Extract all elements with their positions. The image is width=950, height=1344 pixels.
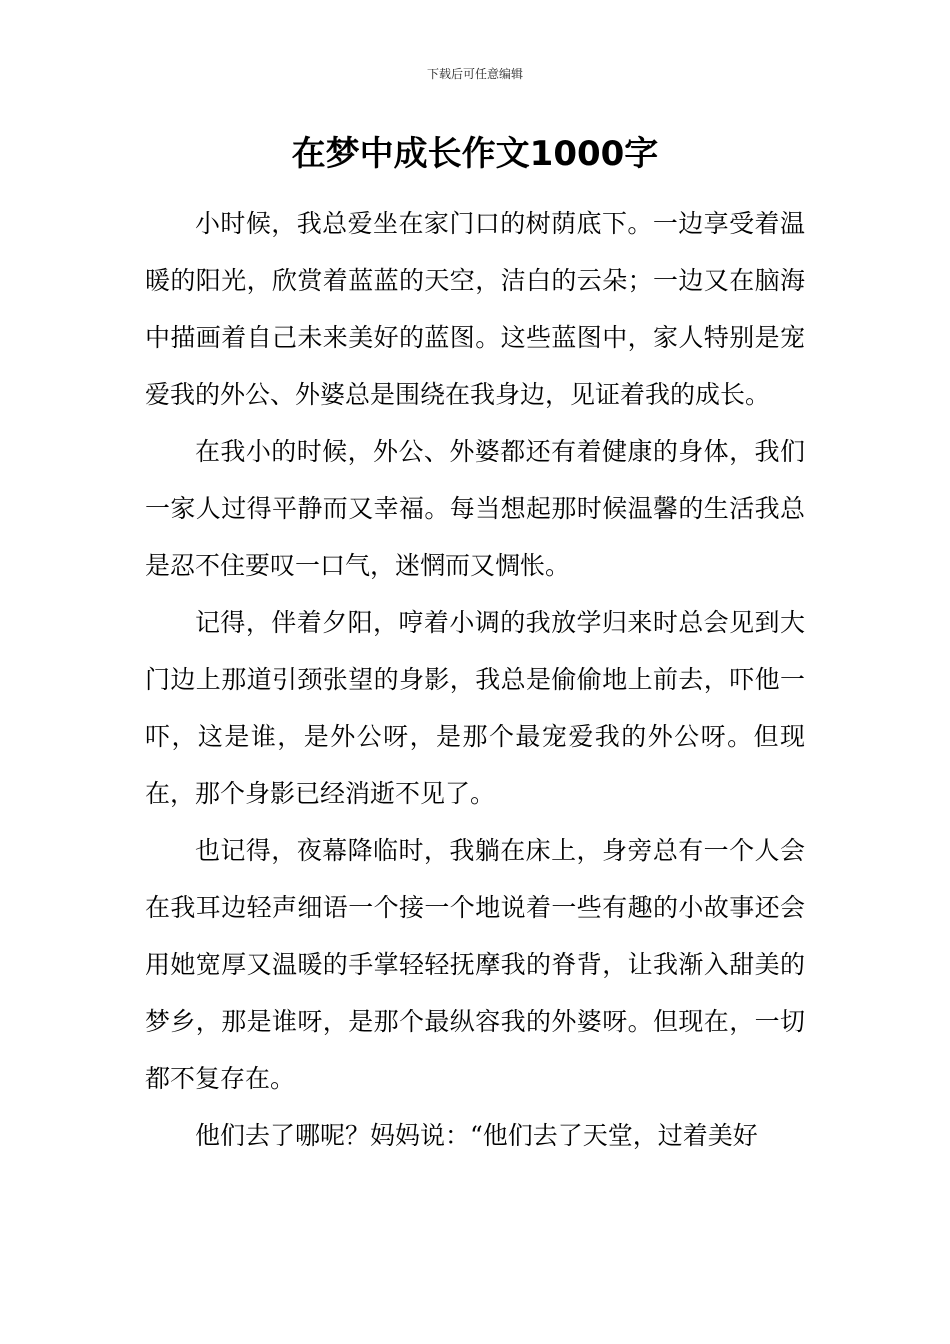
paragraph-4: 也记得，夜幕降临时，我躺在床上，身旁总有一个人会在我耳边轻声细语一个接一个地说着一些有趣的小故事还会用她宽厚又温暖的手掌轻轻抚摩我的脊背，让我渐入甜美的梦乡，那是谁呀，是那个最纵容我的外婆呀。但现在，一切都不复存在。 [145,836,805,1093]
paragraph-2: 在我小的时候，外公、外婆都还有着健康的身体，我们一家人过得平静而又幸福。每当想起那时候温馨的生活我总是忍不住要叹一口气，迷惘而又惆怅。 [145,437,805,580]
article-body [145,195,805,1164]
paragraph-5: 他们去了哪呢？妈妈说：“他们去了天堂，过着美好 [195,1121,758,1150]
document-title: 在梦中成长作文1000字 [291,134,659,174]
paragraph-3: 记得，伴着夕阳，哼着小调的我放学归来时总会见到大门边上那道引颈张望的身影，我总是偷偷地上前去，吓他一吓，这是谁，是外公呀，是那个最宠爱我的外公呀。但现在，那个身影已经消逝不见了。 [145,608,805,808]
header-note: 下载后可任意编辑 [426,67,523,81]
paragraph-1: 小时候，我总爱坐在家门口的树荫底下。一边享受着温暖的阳光，欣赏着蓝蓝的天空，洁白的云朵；一边又在脑海中描画着自己未来美好的蓝图。这些蓝图中，家人特别是宠爱我的外公、外婆总是围绕在我身边，见证着我的成长。 [145,209,805,409]
